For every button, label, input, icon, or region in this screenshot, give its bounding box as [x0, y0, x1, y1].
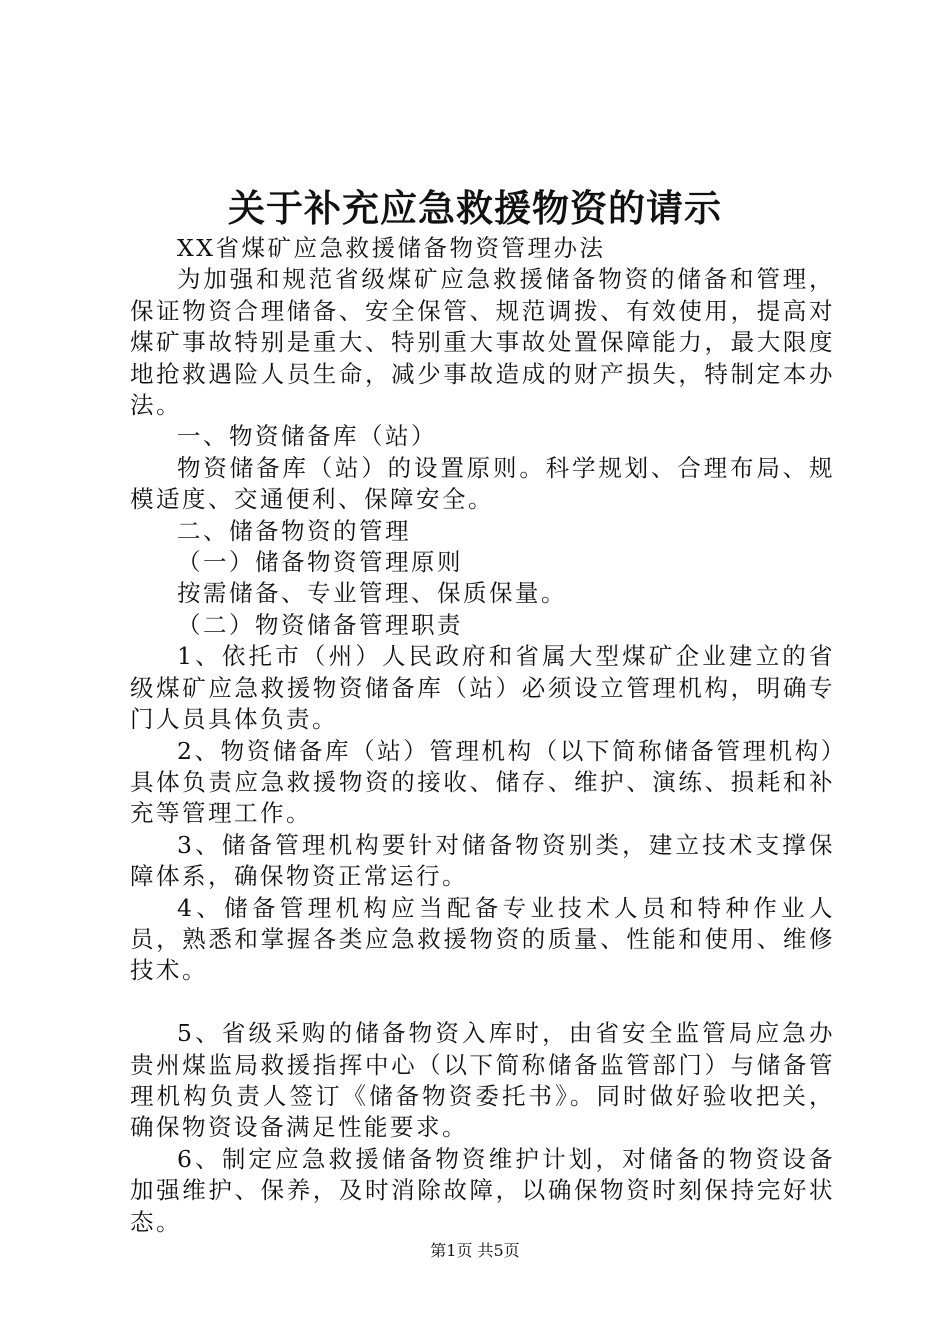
- list-item: 2、物资储备库（站）管理机构（以下简称储备管理机构）具体负责应急救援物资的接收、储存、维护、演练、损耗和补充等管理工作。: [130, 736, 835, 828]
- paragraph-setup-principle: 物资储备库（站）的设置原则。科学规划、合理布局、规模适度、交通便利、保障安全。: [130, 453, 835, 514]
- list-item: 6、制定应急救援储备物资维护计划，对储备的物资设备加强维护、保养，及时消除故障，以确保物资时刻保持完好状态。: [130, 1144, 835, 1236]
- paragraph-subtitle: XX省煤矿应急救援储备物资管理办法: [177, 234, 606, 262]
- page-footer: 第1页 共5页: [430, 1241, 520, 1260]
- section-heading-1: 一、物资储备库（站）: [177, 422, 437, 451]
- subsection-heading-2: （二）物资储备管理职责: [177, 610, 463, 639]
- list-item: 4、储备管理机构应当配备专业技术人员和特种作业人员，熟悉和掌握各类应急救援物资的质量、性能和使用、维修技术。: [130, 893, 835, 985]
- blank-line: [130, 987, 835, 1018]
- section-heading-2: 二、储备物资的管理: [177, 516, 411, 545]
- list-item: 1、依托市（州）人民政府和省属大型煤矿企业建立的省级煤矿应急救援物资储备库（站）必须设立管理机构，明确专门人员具体负责。: [130, 642, 835, 734]
- subsection-heading-1: （一）储备物资管理原则: [177, 548, 463, 577]
- page-title: 关于补充应急救援物资的请示: [228, 186, 722, 230]
- paragraph-management-principle: 按需储备、专业管理、保质保量。: [177, 579, 567, 608]
- list-item: 5、省级采购的储备物资入库时，由省安全监管局应急办贵州煤监局救援指挥中心（以下简称储备监管部门）与储备管理机构负责人签订《储备物资委托书》。同时做好验收把关，确保物资设备满足性能要求。: [130, 1019, 835, 1142]
- document-body: [130, 233, 835, 1238]
- paragraph-purpose: 为加强和规范省级煤矿应急救援储备物资的储备和管理，保证物资合理储备、安全保管、规范调拨、有效使用，提高对煤矿事故特别是重大、特别重大事故处置保障能力，最大限度地抢救遇险人员生命，减少事故造成的财产损失，特制定本办法。: [130, 265, 835, 420]
- list-item: 3、储备管理机构要针对储备物资别类，建立技术支撑保障体系，确保物资正常运行。: [130, 830, 835, 891]
